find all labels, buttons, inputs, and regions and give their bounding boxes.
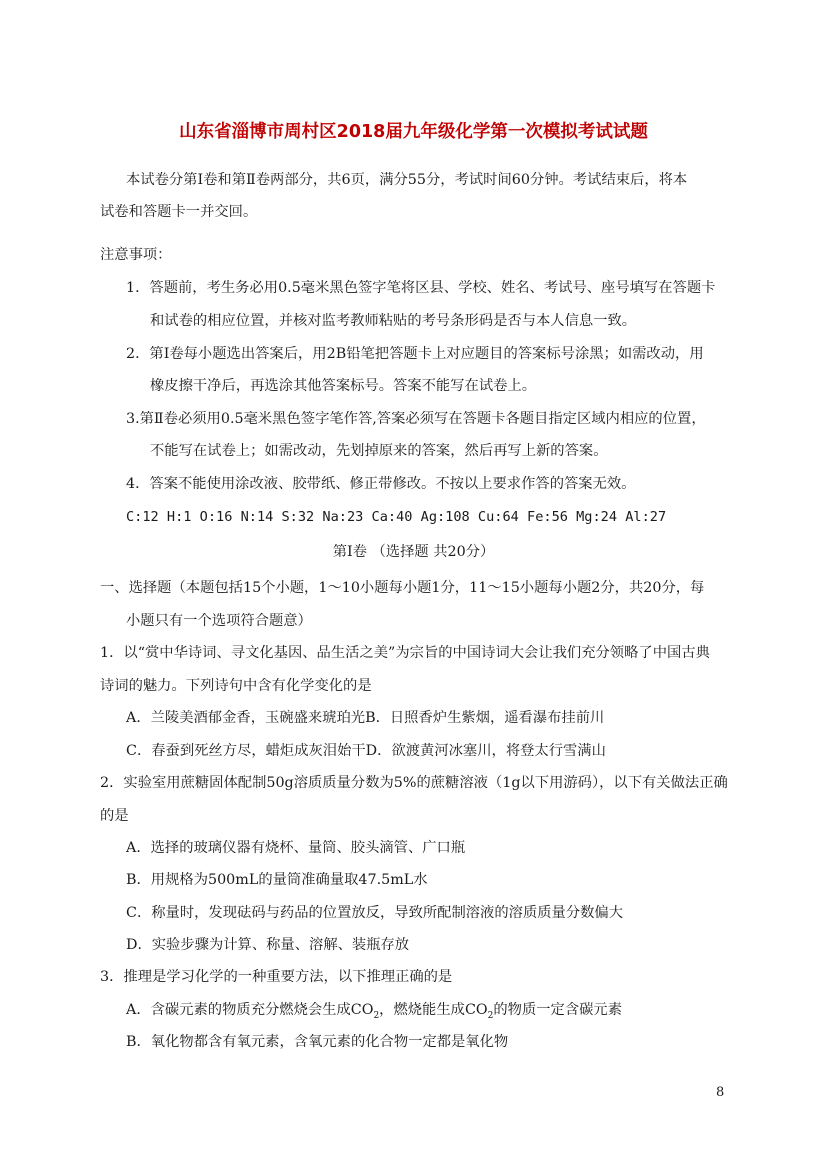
q3-option-b: B．氧化物都含有氧元素，含氧元素的化合物一定都是氧化物 bbox=[126, 1034, 509, 1050]
q3-option-a-text-3: 的物质一定含碳元素 bbox=[493, 1002, 623, 1018]
q2-option-a: A．选择的玻璃仪器有烧杯、量筒、胶头滴管、广口瓶 bbox=[126, 840, 466, 856]
q2-option-d: D．实验步骤为计算、称量、溶解、装瓶存放 bbox=[126, 937, 410, 953]
q1-stem-line-2: 诗词的魅力。下列诗句中含有化学变化的是 bbox=[100, 678, 372, 694]
q2-option-c: C．称量时，发现砝码与药品的位置放反，导致所配制溶液的溶质质量分数偏大 bbox=[126, 905, 624, 921]
page-number: 8 bbox=[716, 1085, 725, 1100]
notice-line-5: 3.第Ⅱ卷必须用0.5毫米黑色签字笔作答,答案必须写在答题卡各题目指定区域内相应的位置， bbox=[126, 411, 706, 427]
notice-line-6: 不能写在试卷上；如需改动，先划掉原来的答案，然后再写上新的答案。 bbox=[150, 443, 608, 459]
q2-stem-line-1: 2．实验室用蔗糖固体配制50g溶质质量分数为5%的蔗糖溶液（1g以下用游码），以下有关做法正确 bbox=[100, 775, 728, 791]
notice-line-2: 和试卷的相应位置，并核对监考教师粘贴的考号条形码是否与本人信息一致。 bbox=[150, 313, 637, 329]
q3-option-a bbox=[126, 1000, 622, 1026]
notice-heading: 注意事项： bbox=[100, 247, 172, 263]
section1-line-1: 一、选择题（本题包括15个小题，1～10小题每小题1分，11～15小题每小题2分，共20分，每 bbox=[100, 580, 705, 596]
notice-line-3: 2．第Ⅰ卷每小题选出答案后，用2B铅笔把答题卡上对应题目的答案标号涂黑；如需改动，用 bbox=[126, 346, 704, 362]
exam-title: 山东省淄博市周村区2018届九年级化学第一次模拟考试试题 bbox=[179, 122, 648, 142]
q2-option-b: B．用规格为500mL的量筒准确量取47.5mL水 bbox=[126, 872, 428, 888]
q1-options-cd: C．春蚕到死丝方尽，蜡炬成灰泪始干D．欲渡黄河冰塞川，将登太行雪满山 bbox=[126, 743, 606, 759]
q3-option-a-text-1: A．含碳元素的物质充分燃烧会生成CO bbox=[126, 1002, 374, 1018]
q3-stem: 3．推理是学习化学的一种重要方法，以下推理正确的是 bbox=[100, 969, 453, 985]
q2-stem-line-2: 的是 bbox=[100, 808, 129, 824]
q3-option-a-text-2: ，燃烧能生成CO bbox=[379, 1002, 488, 1018]
part1-heading: 第Ⅰ卷 （选择题 共20分） bbox=[332, 544, 495, 560]
notice-line-7: 4．答案不能使用涂改液、胶带纸、修正带修改。不按以上要求作答的答案无效。 bbox=[126, 476, 636, 492]
q1-options-ab: A．兰陵美酒郁金香，玉碗盛来琥珀光B．日照香炉生紫烟，遥看瀑布挂前川 bbox=[126, 710, 605, 726]
section1-line-2: 小题只有一个选项符合题意） bbox=[126, 613, 312, 629]
q3-option-a-subscript-2: 2 bbox=[487, 1010, 494, 1021]
q3-option-a-subscript-1: 2 bbox=[373, 1010, 380, 1021]
atomic-masses: C:12 H:1 O:16 N:14 S:32 Na:23 Ca:40 Ag:108 Cu:64 Fe:56 Mg:24 Al:27 bbox=[126, 509, 667, 525]
notice-line-4: 橡皮擦干净后，再选涂其他答案标号。答案不能写在试卷上。 bbox=[150, 378, 537, 394]
intro-line-1: 本试卷分第Ⅰ卷和第Ⅱ卷两部分，共6页，满分55分，考试时间60分钟。考试结束后，将本 bbox=[126, 172, 688, 188]
notice-line-1: 1．答题前，考生务必用0.5毫米黑色签字笔将区县、学校、姓名、考试号、座号填写在答题卡 bbox=[126, 280, 716, 296]
intro-line-2: 试卷和答题卡一并交回。 bbox=[100, 204, 258, 220]
q1-stem-line-1: 1．以“赏中华诗词、寻文化基因、品生活之美”为宗旨的中国诗词大会让我们充分领略了中国古典 bbox=[100, 645, 710, 661]
